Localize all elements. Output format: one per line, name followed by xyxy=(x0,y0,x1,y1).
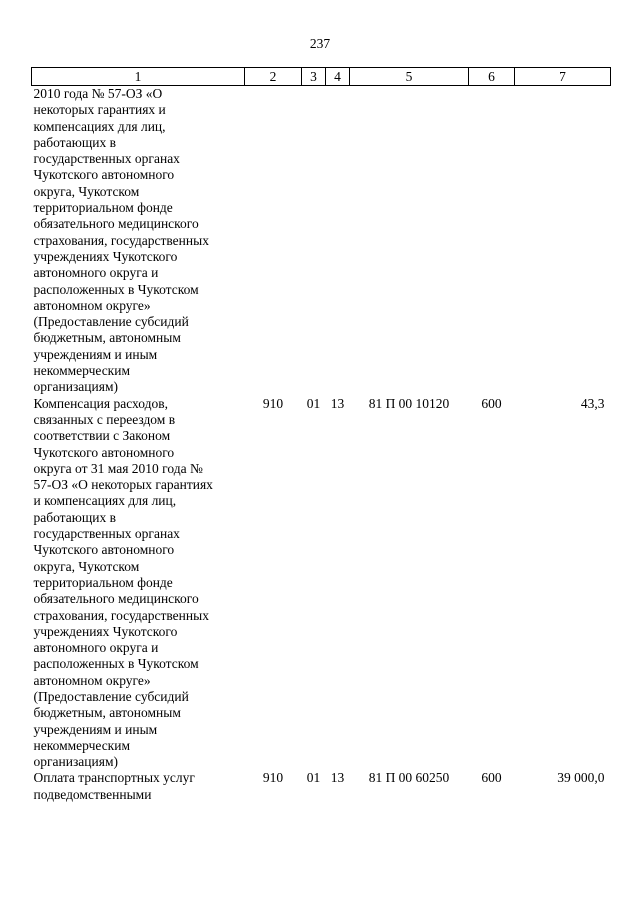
column-header-1: 1 xyxy=(32,68,245,86)
row-description: Оплата транспортных услуг подведомственными xyxy=(33,770,195,802)
header-row xyxy=(32,68,611,86)
budget-table xyxy=(31,67,611,803)
row-amount: 43,3 xyxy=(580,395,605,411)
table-header xyxy=(32,68,611,86)
column-header-5: 5 xyxy=(350,68,469,86)
page-number: 237 xyxy=(309,36,331,51)
row-description: 2010 года № 57-ОЗ «О некоторых гарантиях и компенсациях для лиц, работающих в государственных органах Чукотского автономного округа, Чукотском территориальном фонде обязательного медицинского страхования, государственных учреждениях Чукотского автономного округа и расположенных в Чукотском автономном округе» (Предоставление субсидий бюджетным, автономным учреждениям и иным некоммерческим организациям) xyxy=(33,86,209,395)
row-code-admin: 910 xyxy=(262,770,284,786)
column-header-4: 4 xyxy=(326,68,350,86)
row-subsection: 13 xyxy=(330,770,345,786)
row-section xyxy=(302,86,326,396)
table-row xyxy=(32,770,611,803)
row-description: Компенсация расходов, связанных с переездом в соответствии с Законом Чукотского автономного округа от 31 мая 2010 года № 57-ОЗ «О некоторых гарантиях и компенсациях для лиц, работающих в государственных органах Чукотского автономного округа, Чукотском территориальном фонде обязательного медицинского страхования, государственных учреждениях Чукотского автономного округа и расположенных в Чукотском автономном округе» (Предоставление субсидий бюджетным, автономным учреждениям и иным некоммерческим организациям) xyxy=(33,395,213,770)
row-amount: 39 000,0 xyxy=(557,770,605,786)
row-code-admin xyxy=(245,86,302,396)
column-header-2: 2 xyxy=(245,68,302,86)
table-row xyxy=(32,86,611,396)
column-header-6: 6 xyxy=(469,68,515,86)
row-code-admin: 910 xyxy=(262,395,284,411)
row-amount xyxy=(515,86,611,396)
table-row xyxy=(32,396,611,771)
column-header-3: 3 xyxy=(302,68,326,86)
column-header-7: 7 xyxy=(515,68,611,86)
row-expense-type: 600 xyxy=(481,395,502,411)
row-target-article: 81 П 00 60250 xyxy=(368,770,450,786)
row-subsection: 13 xyxy=(330,395,345,411)
row-target-article: 81 П 00 10120 xyxy=(368,395,450,411)
row-target-article xyxy=(350,86,469,396)
row-subsection xyxy=(326,86,350,396)
row-expense-type xyxy=(469,86,515,396)
row-expense-type: 600 xyxy=(481,770,502,786)
row-section: 01 xyxy=(306,770,321,786)
row-section: 01 xyxy=(306,395,321,411)
